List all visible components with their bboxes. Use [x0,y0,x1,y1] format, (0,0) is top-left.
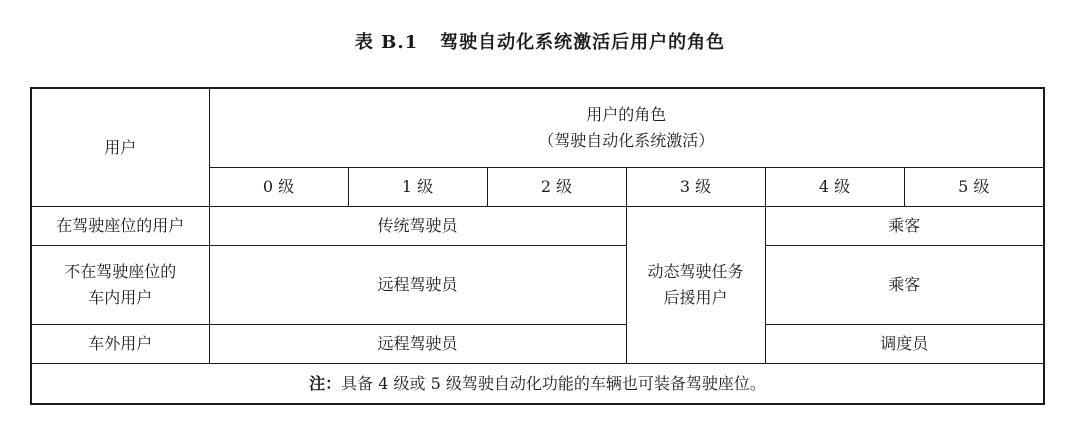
role-cell-level-0-2: 远程驾驶员 [209,325,626,364]
level-4-header: 4 级 [765,168,904,207]
role-cell-level-0-2: 传统驾驶员 [209,207,626,246]
role-column-header [209,88,1044,168]
user-cell: 在驾驶座位的用户 [31,207,209,246]
header-row [31,88,1044,168]
role-header-subtitle: （驾驶自动化系统激活） [538,131,715,150]
level-2-header: 2 级 [487,168,626,207]
role-cell-level-3 [626,207,765,364]
table-row [31,207,1044,246]
table-row [31,246,1044,325]
role-cell-level-0-2: 远程驾驶员 [209,246,626,325]
level-0-header: 0 级 [209,168,348,207]
user-cell-line2: 车内用户 [88,288,153,307]
note-row [31,364,1044,405]
level-5-header: 5 级 [904,168,1044,207]
user-column-header: 用户 [31,88,209,207]
user-cell-line1: 不在驾驶座位的 [64,262,177,281]
table-title: 驾驶自动化系统激活后用户的角色 [440,32,726,53]
table-note [31,364,1044,405]
level-3-role-line2: 后援用户 [663,288,728,307]
level-1-header: 1 级 [348,168,487,207]
user-cell [31,246,209,325]
table-caption [0,28,1080,54]
note-text: 具备 4 级或 5 级驾驶自动化功能的车辆也可装备驾驶座位。 [341,373,766,393]
user-roles-table [30,87,1045,405]
role-cell-level-4-5: 调度员 [765,325,1044,364]
role-cell-level-4-5: 乘客 [765,246,1044,325]
user-cell: 车外用户 [31,325,209,364]
note-label: 注： [309,373,342,393]
role-cell-level-4-5: 乘客 [765,207,1044,246]
level-3-header: 3 级 [626,168,765,207]
table-number: 表 B.1 [354,32,419,53]
table-row [31,325,1044,364]
role-header-title: 用户的角色 [586,105,667,124]
level-3-role-line1: 动态驾驶任务 [647,262,744,281]
